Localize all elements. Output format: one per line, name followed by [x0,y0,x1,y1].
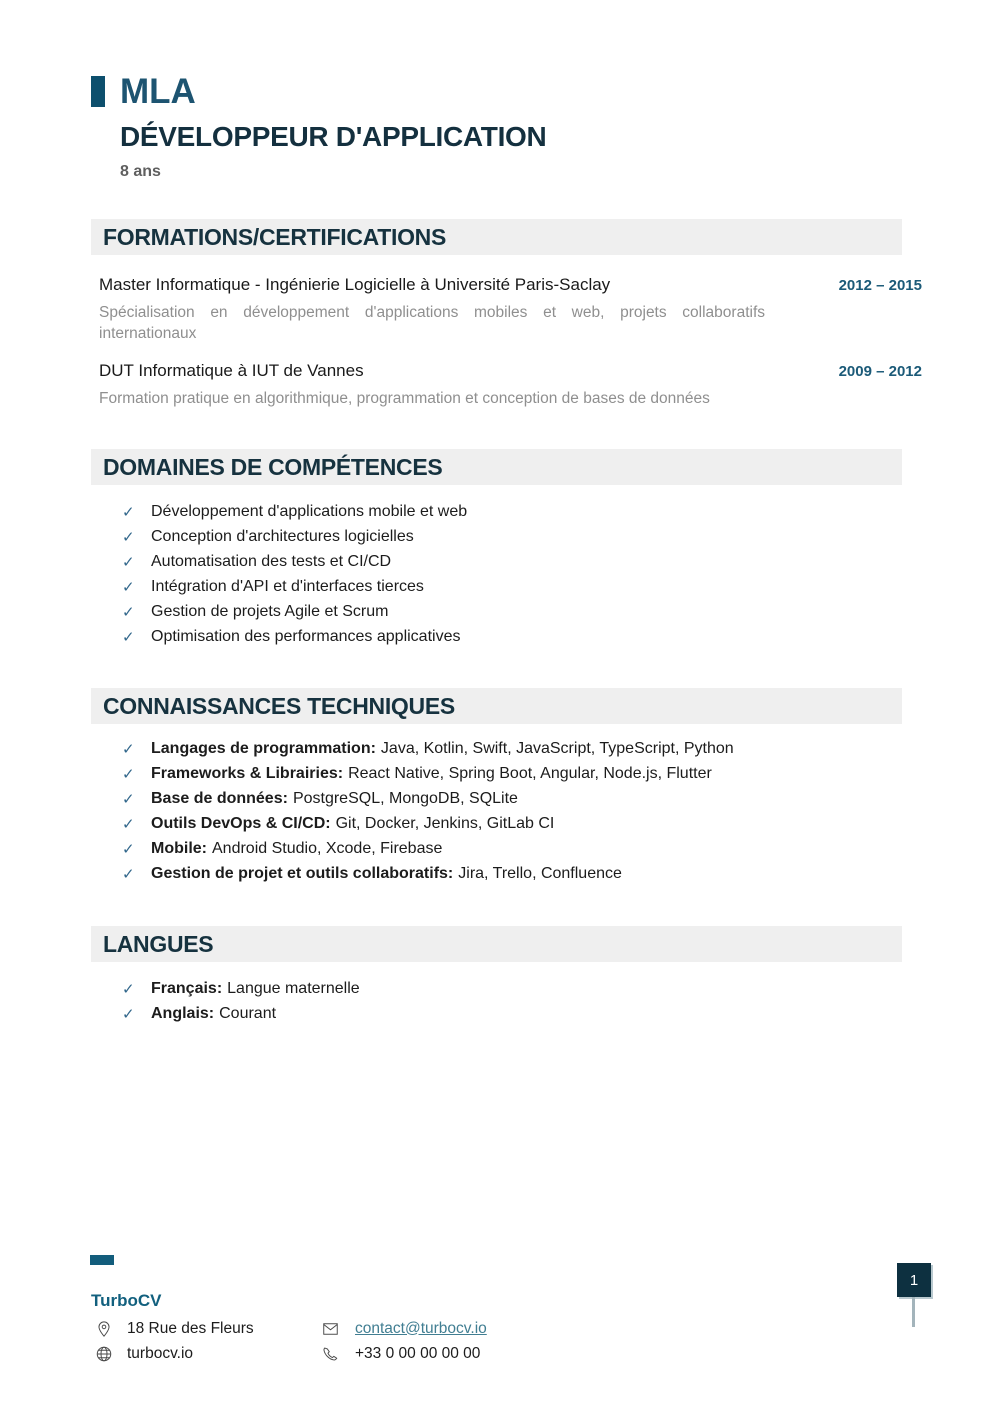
website-text: turbocv.io [127,1344,194,1362]
list-item [122,786,922,811]
list-item [122,499,922,524]
check-icon: ✓ [122,503,135,521]
phone-text: +33 0 00 00 00 00 [355,1344,481,1362]
skill-label: Outils DevOps & CI/CD: [151,814,331,832]
candidate-name: MLA [120,72,196,111]
skill-label: Base de données: [151,789,288,807]
section-langues [91,926,922,1026]
list-item-text: Intégration d'API et d'interfaces tierces [151,577,424,595]
check-icon: ✓ [122,578,135,596]
education-title: Master Informatique - Ingénierie Logicielle à Université Paris-Saclay [99,275,611,294]
check-icon: ✓ [122,765,135,783]
education-dates: 2012 – 2015 [838,277,922,294]
list-item-text: Automatisation des tests et CI/CD [151,552,392,570]
skill-value: PostgreSQL, MongoDB, SQLite [292,789,518,807]
list-item [122,736,922,761]
list-item-text: Optimisation des performances applicatives [151,627,461,645]
list-item-text [151,865,622,883]
skill-label: Gestion de projet et outils collaboratifs: [151,864,454,882]
list-item-text: Développement d'applications mobile et web [151,502,468,520]
language-label: Français: [151,979,223,997]
list-item [122,976,922,1001]
skill-label: Mobile: [151,839,207,857]
check-icon: ✓ [122,603,135,621]
phone-icon [317,1345,355,1363]
check-icon: ✓ [122,740,135,758]
section-title: FORMATIONS/CERTIFICATIONS [103,223,447,250]
footer-accent-rect [90,1255,114,1265]
list-item [122,811,922,836]
skill-label: Frameworks & Librairies: [151,764,344,782]
list-item-text [151,840,442,858]
page-number-badge: 1 [897,1263,931,1297]
list-item-text [151,790,518,808]
skill-value: Java, Kotlin, Swift, JavaScript, TypeScript, Python [380,739,734,757]
language-level: Courant [219,1004,277,1022]
contact-info [91,1316,487,1366]
check-icon: ✓ [122,840,135,858]
skill-value: React Native, Spring Boot, Angular, Node.js, Flutter [348,764,712,782]
check-icon: ✓ [122,790,135,808]
skill-label: Langages de programmation: [151,739,376,757]
experience-years: 8 ans [120,163,161,180]
section-formations [91,219,922,409]
skill-value: Git, Docker, Jenkins, GitLab CI [335,814,555,832]
list-item [122,574,922,599]
education-dates: 2009 – 2012 [838,363,922,380]
email-link[interactable]: contact@turbocv.io [355,1319,487,1337]
accent-bar [91,76,105,107]
check-icon: ✓ [122,815,135,833]
section-title: CONNAISSANCES TECHNIQUES [103,692,455,719]
section-domaines [91,449,922,649]
address-text: 18 Rue des Fleurs [127,1319,254,1337]
job-title: DÉVELOPPEUR D'APPLICATION [120,121,547,152]
list-item-text [151,980,360,998]
section-header-connaissances [91,688,902,724]
language-label: Anglais: [151,1004,215,1022]
list-item [122,1001,922,1026]
education-description: Spécialisation en développement d'applications mobiles et web, projets collaboratifs internationaux [99,304,765,342]
list-item-text [151,1005,276,1023]
check-icon: ✓ [122,1005,135,1023]
education-title: DUT Informatique à IUT de Vannes [99,361,364,380]
check-icon: ✓ [122,553,135,571]
skill-value: Android Studio, Xcode, Firebase [212,839,443,857]
list-item [122,861,922,886]
list-item [122,549,922,574]
check-icon: ✓ [122,528,135,546]
section-title: DOMAINES DE COMPÉTENCES [103,453,443,480]
list-item-text: Gestion de projets Agile et Scrum [151,602,389,620]
section-header-langues [91,926,902,962]
list-item [122,836,922,861]
name-row [91,72,993,111]
check-icon: ✓ [122,865,135,883]
list-item-text [151,815,554,833]
list-item [122,524,922,549]
list-item [122,624,922,649]
globe-icon [91,1345,127,1363]
brand-name: TurboCV [91,1291,162,1310]
section-header-domaines [91,449,902,485]
connaissances-list [91,736,922,886]
skill-value: Jira, Trello, Confluence [458,864,622,882]
check-icon: ✓ [122,980,135,998]
section-header-formations [91,219,902,255]
language-level: Langue maternelle [227,979,360,997]
sections [91,219,922,1026]
section-title: LANGUES [103,930,214,957]
check-icon: ✓ [122,628,135,646]
page-marker-line [912,1297,915,1327]
location-pin-icon [91,1320,127,1338]
list-item [122,599,922,624]
education-entry [99,275,922,344]
education-entry [99,361,922,409]
list-item-text [151,765,712,783]
header [91,72,993,181]
langues-list [91,976,922,1026]
list-item-text: Conception d'architectures logicielles [151,527,414,545]
education-description: Formation pratique en algorithmique, programmation et conception de bases de données [99,390,710,407]
section-connaissances [91,688,922,886]
envelope-icon [317,1320,355,1338]
list-item [122,761,922,786]
education-head [99,275,922,295]
list-item-text [151,740,734,758]
domaines-list [91,499,922,649]
education-head [99,361,922,381]
